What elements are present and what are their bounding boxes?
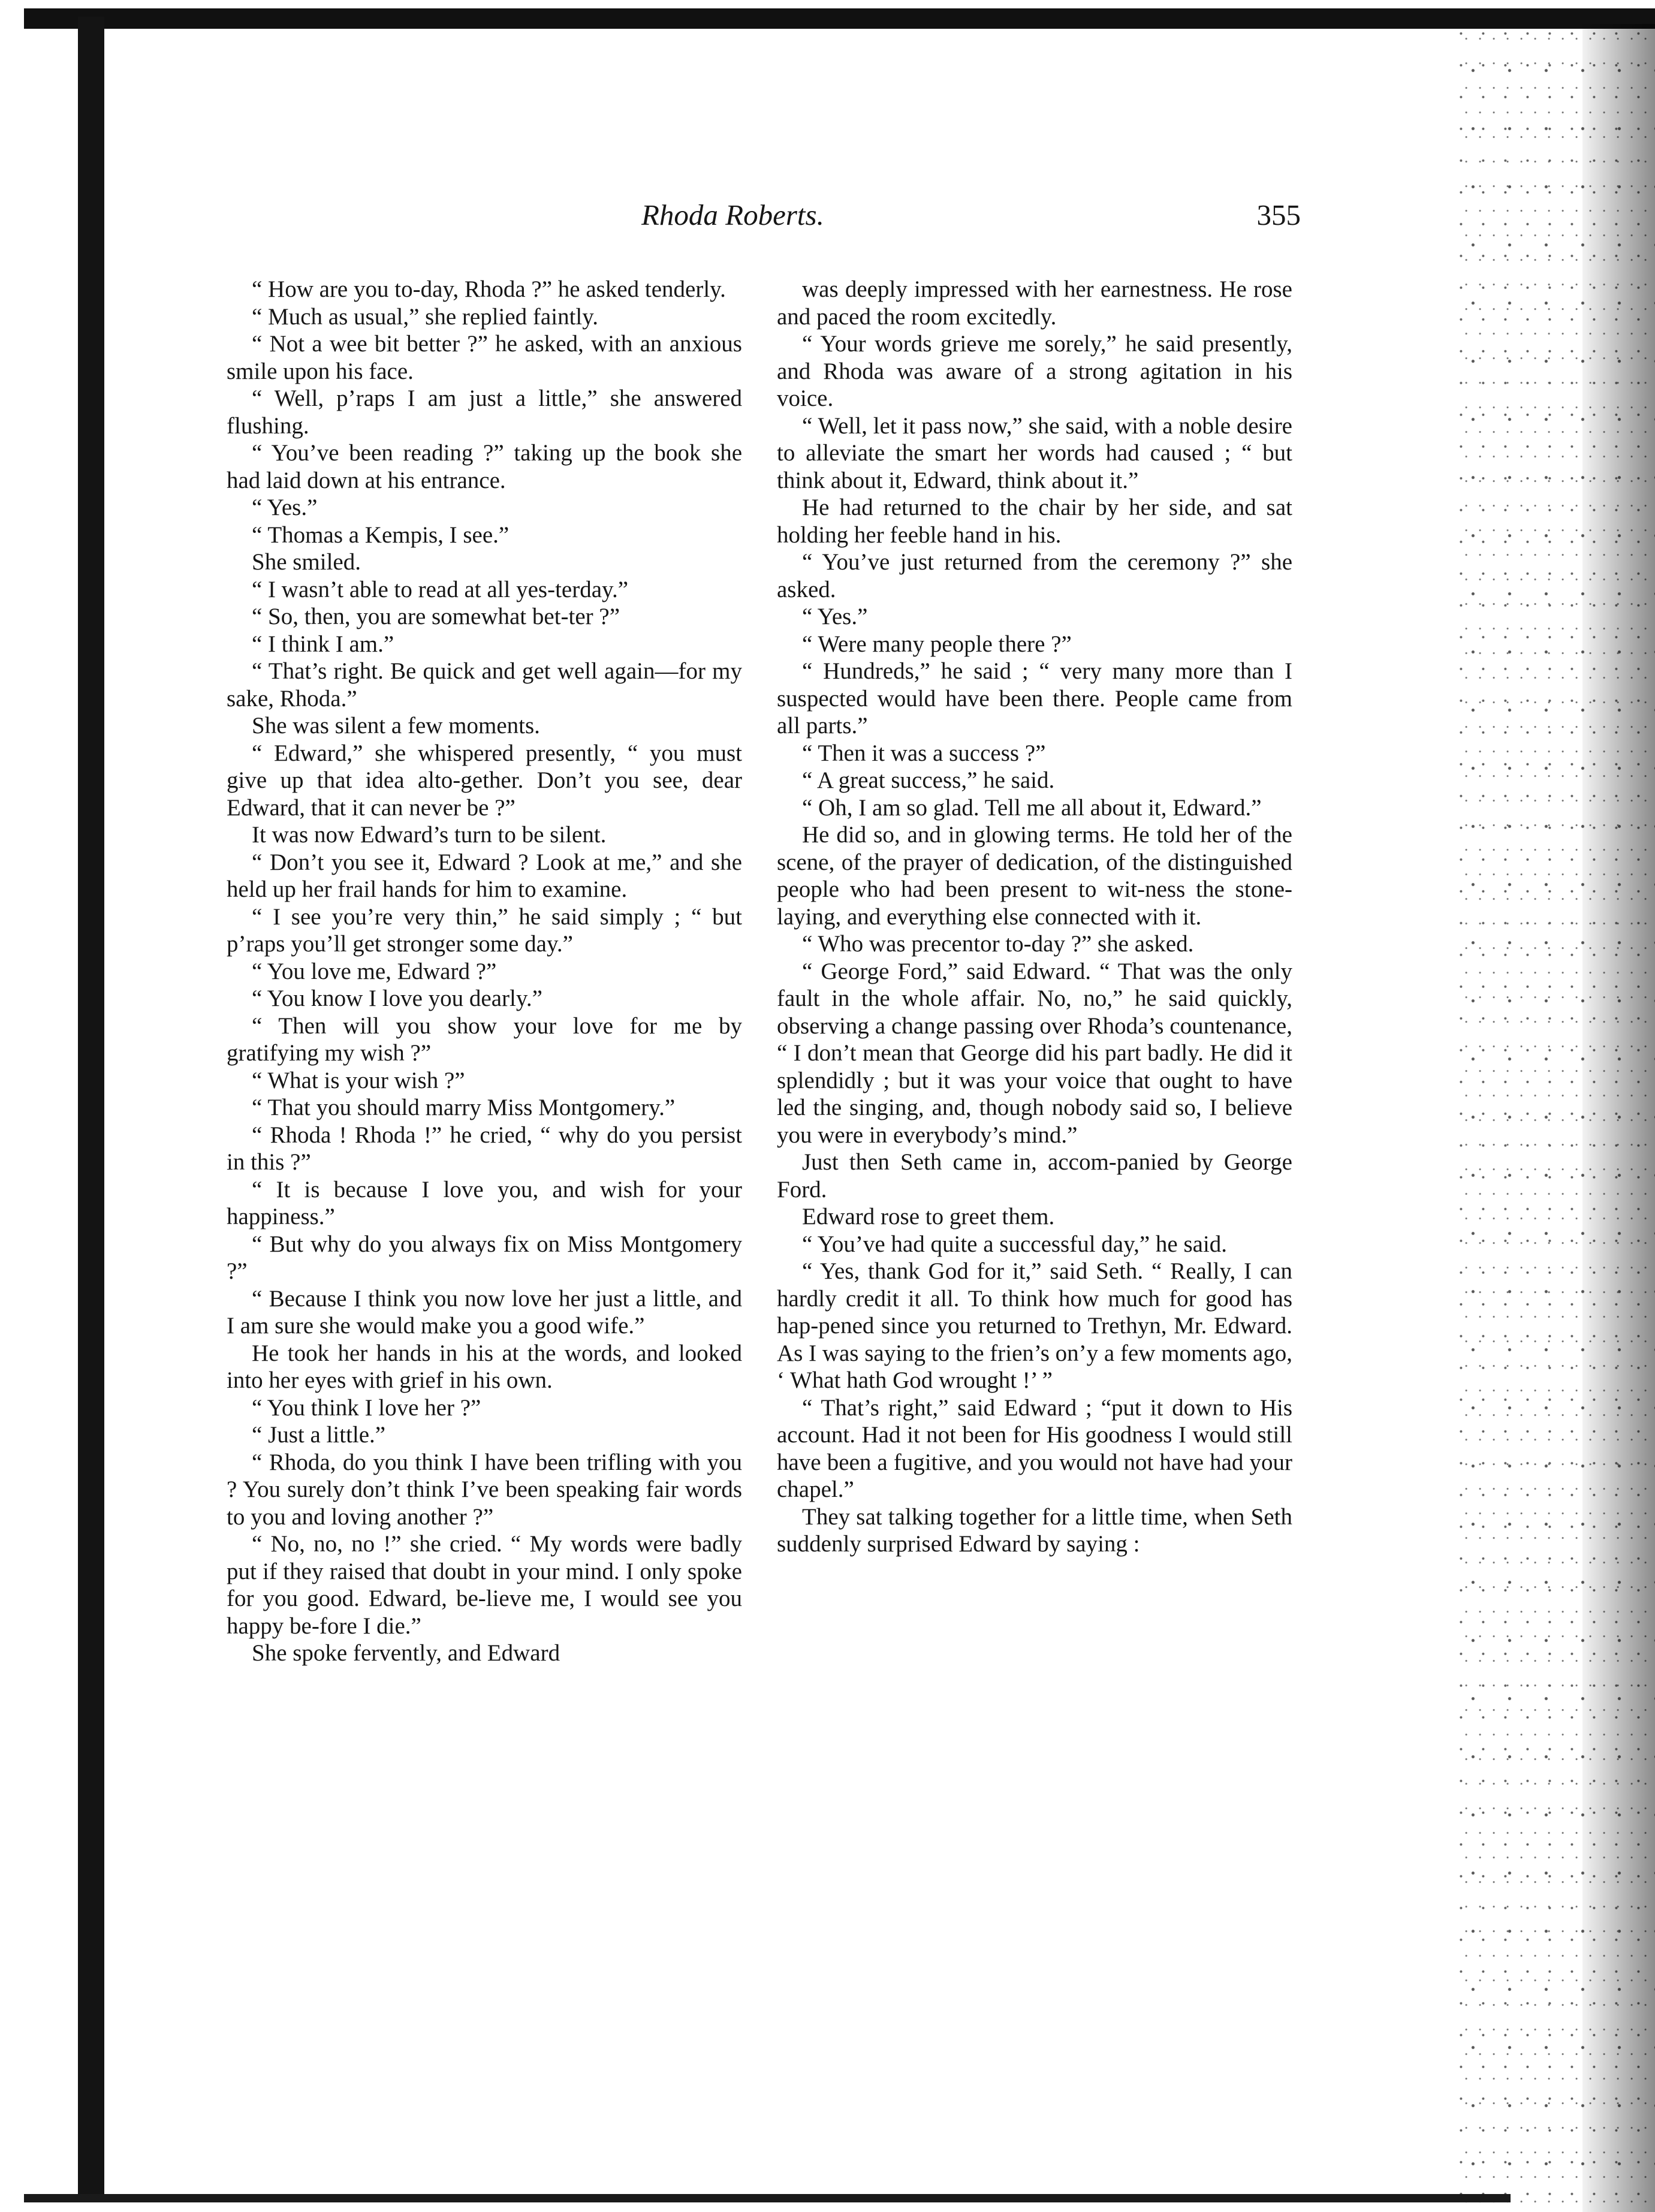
paragraph: “ Because I think you now love her just a little, and I am sure she would make you a good wife.” [227,1285,742,1339]
paragraph: She spoke fervently, and Edward [252,1640,560,1666]
paragraph: He had returned to the chair by her side, and sat holding her feeble hand in his. [777,495,1292,548]
paragraph: “ It is because I love you, and wish for your happiness.” [227,1176,742,1229]
running-title: Rhoda Roberts. [641,198,824,231]
top-scan-border [24,8,1655,29]
paragraph: was deeply impressed with her earnestness. He rose and paced the room excitedly. [777,276,1292,330]
right-text-column [777,276,1292,1558]
paragraph: “ That you should marry Miss Montgomery.” [252,1095,676,1120]
paragraph: “ But why do you always fix on Miss Montgomery ?” [227,1231,742,1284]
paragraph: “ Yes, thank God for it,” said Seth. “ Really, I can hardly credit it all. To think how much for good has hap-pened since you returned to Trethyn, Mr. Edward. As I was saying to the frien’s on’y a few moments ago, ‘ What hath God wrought !’ ” [777,1258,1292,1393]
left-binding-shadow [78,17,104,2199]
paragraph: They sat talking together for a little time, when Seth suddenly surprised Edward by saying : [777,1503,1292,1557]
paragraph: “ Well, let it pass now,” she said, with a noble desire to alleviate the smart her words had caused ; “ but think about it, Edward, think about it.” [777,412,1292,493]
paragraph: “ So, then, you are somewhat bet-ter ?” [252,604,620,629]
paragraph: “ Hundreds,” he said ; “ very many more than I suspected would have been there. People came from all parts.” [777,658,1292,739]
paragraph: “ Just a little.” [252,1422,386,1448]
left-text-column [227,276,742,1667]
page-number: 355 [1256,198,1301,231]
paragraph: “ How are you to-day, Rhoda ?” he asked tenderly. [252,276,726,302]
paragraph: “ I see you’re very thin,” he said simply ; “ but p’raps you’ll get stronger some day.” [227,903,742,957]
paragraph: “ Yes.” [802,604,868,629]
paragraph: “ Your words grieve me sorely,” he said presently, and Rhoda was aware of a strong agitation in his voice. [777,331,1292,411]
paragraph: “ I wasn’t able to read at all yes-terday.” [252,576,629,602]
running-head [599,198,1301,240]
paragraph: “ Rhoda, do you think I have been trifling with you ? You surely don’t think I’ve been speaking fair words to you and loving another ?” [227,1449,742,1530]
paragraph: “ You’ve been reading ?” taking up the book she had laid down at his entrance. [227,440,742,493]
paragraph: “ You think I love her ?” [252,1394,481,1421]
paragraph: “ George Ford,” said Edward. “ That was the only fault in the whole affair. No, no,” he said quickly, observing a change passing over Rhoda’s countenance, “ I don’t mean that George did his part badly. He did it splendidly ; but it was your voice that ought to have led the singing, and, though nobody said so, I believe you were in everybody’s mind.” [777,958,1292,1148]
paragraph: “ That’s right,” said Edward ; “put it down to His account. Had it not been for His goodness I would still have been a fugitive, and you would not have had your chapel.” [777,1394,1292,1502]
page-left-margin [0,0,24,2212]
paragraph: She was silent a few moments. [252,713,540,739]
right-edge-shadow [1582,24,1655,2212]
paragraph: “ Thomas a Kempis, I see.” [252,522,510,548]
paragraph: “ A great success,” he said. [802,767,1055,793]
paragraph: “ Were many people there ?” [802,631,1072,657]
paragraph: “ Much as usual,” she replied faintly. [252,303,598,330]
paragraph: “ You know I love you dearly.” [252,986,542,1011]
paragraph: “ You love me, Edward ?” [252,958,497,984]
paragraph: He took her hands in his at the words, and looked into her eyes with grief in his own. [227,1340,742,1393]
paragraph: “ I think I am.” [252,631,394,657]
paragraph: Just then Seth came in, accom-panied by George Ford. [777,1149,1292,1203]
paragraph: “ You’ve had quite a successful day,” he said. [802,1231,1228,1257]
paragraph: “ Who was precentor to-day ?” she asked. [802,931,1194,957]
paragraph: “ What is your wish ?” [252,1067,465,1093]
paragraph: “ Not a wee bit better ?” he asked, with an anxious smile upon his face. [227,331,742,384]
paragraph: “ Oh, I am so glad. Tell me all about it, Edward.” [802,794,1262,821]
paragraph: It was now Edward’s turn to be silent. [252,822,607,848]
bottom-scan-border [24,2194,1511,2202]
paragraph: “ No, no, no !” she cried. “ My words were badly put if they raised that doubt in your mind. I only spoke for you good. Edward, be-lieve me, I would see you happy be-fore I die.” [227,1531,742,1639]
paragraph: “ You’ve just returned from the ceremony ?” she asked. [777,549,1292,602]
paragraph: She smiled. [252,549,361,575]
paragraph: “ Well, p’raps I am just a little,” she answered flushing. [227,385,742,439]
paragraph: “ Rhoda ! Rhoda !” he cried, “ why do you persist in this ?” [227,1122,742,1175]
paragraph: “ That’s right. Be quick and get well again—for my sake, Rhoda.” [227,658,742,712]
paragraph: “ Edward,” she whispered presently, “ you must give up that idea alto-gether. Don’t you see, dear Edward, that it can never be ?” [227,740,742,821]
paragraph: “ Don’t you see it, Edward ? Look at me,” and she held up her frail hands for him to examine. [227,849,742,902]
paragraph: He did so, and in glowing terms. He told her of the scene, of the prayer of dedication, of the distinguished people who had been present to wit-ness the stone-laying, and everything else connected with it. [777,822,1292,930]
paragraph: “ Then will you show your love for me by gratifying my wish ?” [227,1012,742,1066]
paragraph: “ Yes.” [252,495,318,520]
paragraph: “ Then it was a success ?” [802,740,1046,766]
paragraph: Edward rose to greet them. [802,1204,1055,1229]
